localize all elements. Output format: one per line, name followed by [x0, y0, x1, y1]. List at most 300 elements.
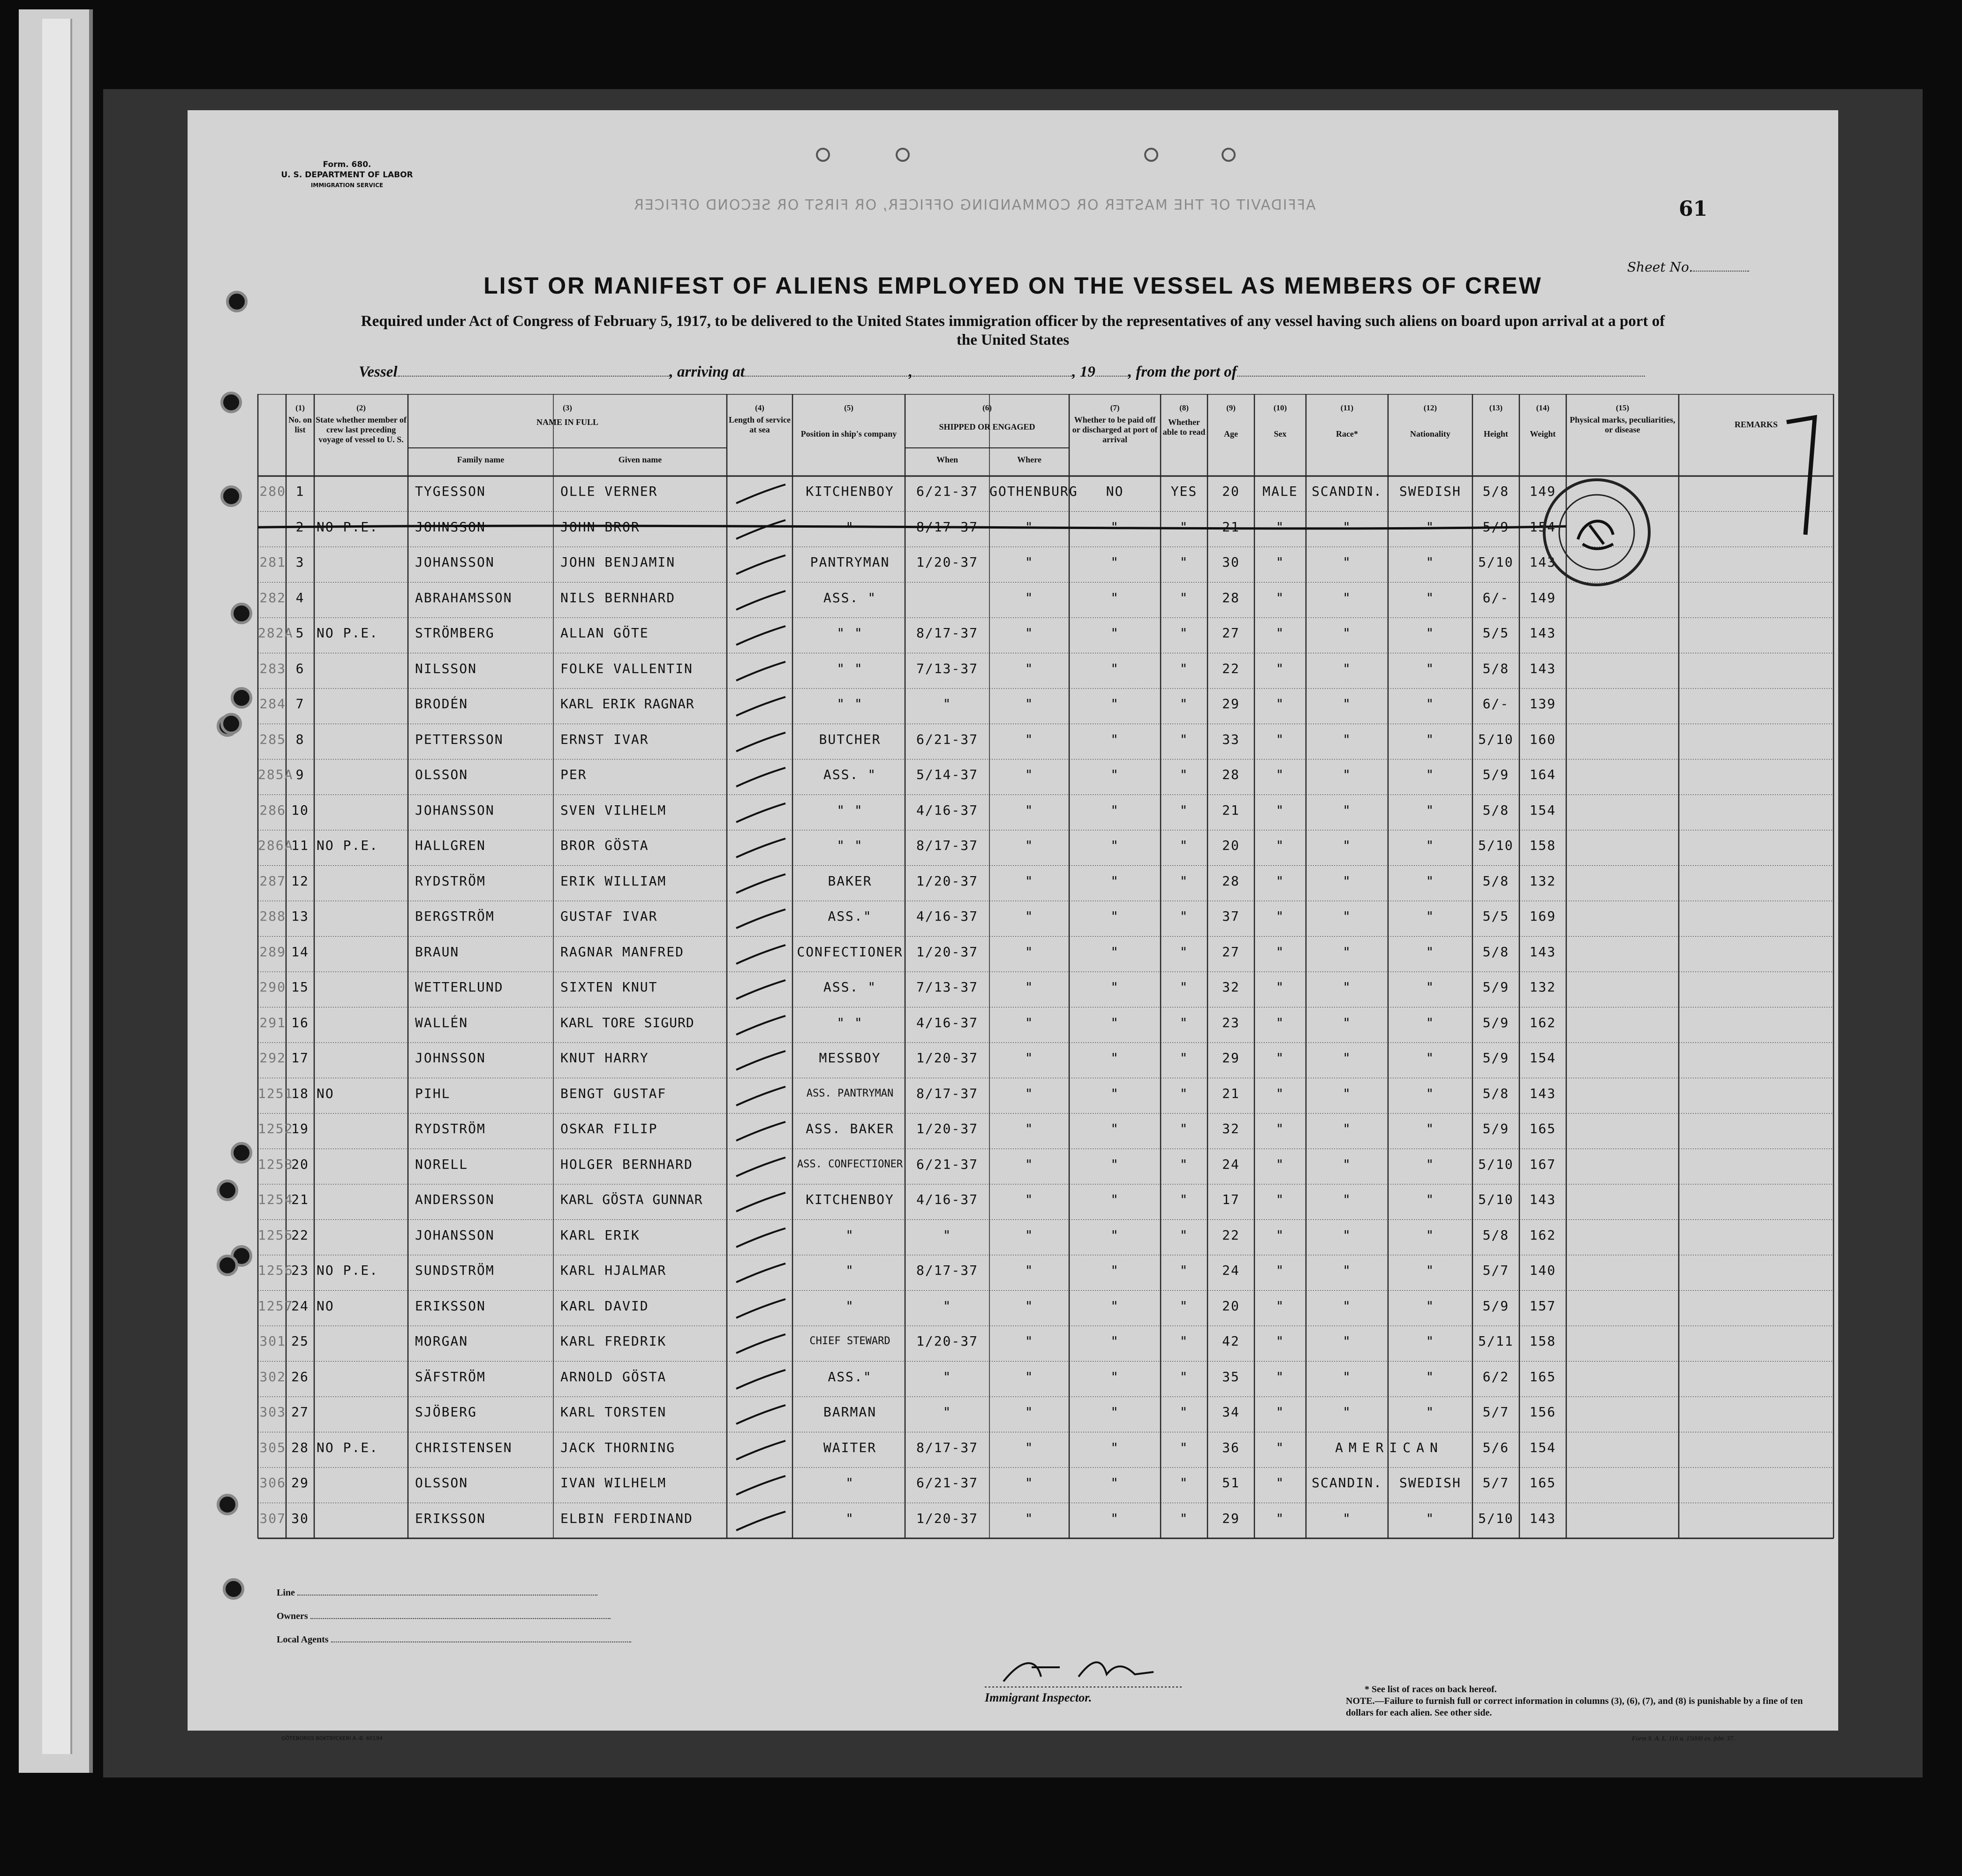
- given-name-cell: OLLE VERNER: [560, 484, 658, 499]
- list-number-cell: 8: [295, 731, 305, 747]
- footnote: [1346, 1684, 1805, 1719]
- shipped-when-cell: ": [943, 1369, 952, 1384]
- shipped-when-cell: 4/16-37: [916, 802, 978, 818]
- weight-cell: 149: [1529, 484, 1556, 499]
- family-name-cell: RYDSTRÖM: [415, 1121, 486, 1136]
- age-cell: 20: [1222, 484, 1240, 499]
- family-name-cell: JOHANSSON: [415, 554, 495, 570]
- printer-mark: GÖTEBORGS BOKTRYCKERI A.-B. 60194: [281, 1735, 383, 1741]
- shipped-where-cell: ": [1025, 767, 1034, 782]
- given-name-cell: KARL ERIK RAGNAR: [560, 696, 694, 711]
- sex-cell: ": [1275, 1192, 1285, 1207]
- nationality-cell: ": [1426, 1510, 1435, 1526]
- family-name-cell: ANDERSSON: [415, 1192, 495, 1207]
- family-name-cell: NORELL: [415, 1156, 468, 1172]
- race-cell: ": [1343, 625, 1351, 641]
- line-number-cell: 287: [259, 873, 286, 889]
- paid-off-cell: ": [1110, 519, 1119, 535]
- family-name-cell: NILSSON: [415, 660, 477, 676]
- given-name-cell: FOLKE VALLENTIN: [560, 660, 693, 676]
- able-to-read-cell: ": [1179, 767, 1189, 782]
- given-name-cell: KARL HJALMAR: [560, 1263, 667, 1278]
- paid-off-cell: ": [1110, 1050, 1119, 1066]
- race-cell: ": [1343, 1227, 1351, 1243]
- position-cell: " ": [837, 802, 863, 818]
- height-cell: 5/5: [1482, 908, 1509, 924]
- height-cell: 5/8: [1482, 660, 1509, 676]
- race-cell: ": [1343, 1369, 1351, 1384]
- sheet-number-label: Sheet No.: [1627, 259, 1693, 275]
- paid-off-cell: ": [1110, 1369, 1119, 1384]
- line-number-cell: 288: [259, 908, 286, 924]
- nationality-cell: ": [1426, 696, 1435, 711]
- family-name-cell: JOHANSSON: [415, 1227, 495, 1243]
- previous-voyage-cell: NO P.E.: [317, 519, 379, 535]
- list-number-cell: 20: [291, 1156, 309, 1172]
- position-cell: ": [845, 1263, 854, 1278]
- family-name-cell: WETTERLUND: [415, 979, 504, 995]
- position-cell: ": [845, 1298, 854, 1314]
- year-label: , 19: [1072, 363, 1095, 380]
- list-number-cell: 25: [291, 1333, 309, 1349]
- list-number-cell: 24: [291, 1298, 309, 1314]
- col-number: (2): [356, 403, 366, 412]
- line-number-cell: 280: [259, 484, 286, 499]
- race-cell: ": [1343, 696, 1351, 711]
- arriving-label: , arriving at: [669, 363, 745, 380]
- sex-cell: MALE: [1262, 484, 1298, 499]
- position-cell: ": [845, 1510, 854, 1526]
- service-tick-mark: [734, 1046, 790, 1074]
- race-cell: ": [1343, 660, 1351, 676]
- shipped-when-cell: 1/20-37: [916, 554, 978, 570]
- position-cell: ASS. BAKER: [806, 1121, 894, 1136]
- age-cell: 42: [1222, 1333, 1240, 1349]
- list-number-cell: 5: [295, 625, 305, 641]
- sex-cell: ": [1275, 1369, 1285, 1384]
- height-cell: 5/10: [1478, 554, 1514, 570]
- header-where: Where: [1017, 455, 1041, 464]
- shipped-where-cell: ": [1025, 1263, 1034, 1278]
- position-cell: ASS.": [828, 908, 872, 924]
- given-name-cell: SVEN VILHELM: [560, 802, 667, 818]
- previous-voyage-cell: NO: [317, 1085, 334, 1101]
- service-tick-mark: [734, 1436, 790, 1464]
- paid-off-cell: ": [1110, 1404, 1119, 1420]
- header-given-name: Given name: [618, 455, 662, 464]
- weight-cell: 140: [1529, 1263, 1556, 1278]
- shipped-where-cell: ": [1025, 1333, 1034, 1349]
- race-cell: ": [1343, 1014, 1351, 1030]
- able-to-read-cell: ": [1179, 1475, 1189, 1490]
- col-number: (10): [1273, 403, 1287, 412]
- list-number-cell: 13: [291, 908, 309, 924]
- sex-cell: ": [1275, 1156, 1285, 1172]
- line-number-cell: 289: [259, 944, 286, 960]
- height-cell: 6/-: [1482, 590, 1509, 605]
- col-number: (13): [1489, 403, 1503, 412]
- line-number-cell: 305: [259, 1439, 286, 1455]
- weight-cell: 165: [1529, 1369, 1556, 1384]
- paid-off-cell: ": [1110, 660, 1119, 676]
- able-to-read-cell: ": [1179, 554, 1189, 570]
- height-cell: 5/10: [1478, 1192, 1514, 1207]
- line-number-cell: 292: [259, 1050, 286, 1066]
- position-cell: ASS. ": [823, 590, 877, 605]
- list-number-cell: 23: [291, 1263, 309, 1278]
- height-cell: 5/10: [1478, 1156, 1514, 1172]
- sex-cell: ": [1275, 1014, 1285, 1030]
- weight-cell: 143: [1529, 660, 1556, 676]
- shipped-where-cell: ": [1025, 625, 1034, 641]
- form-identifier: [277, 159, 417, 190]
- list-number-cell: 18: [291, 1085, 309, 1101]
- age-cell: 27: [1222, 625, 1240, 641]
- race-cell: ": [1343, 1263, 1351, 1278]
- age-cell: 32: [1222, 979, 1240, 995]
- paid-off-cell: ": [1110, 590, 1119, 605]
- shipped-when-cell: ": [943, 1404, 952, 1420]
- list-number-cell: 11: [291, 838, 309, 853]
- shipped-when-cell: 4/16-37: [916, 1192, 978, 1207]
- sex-cell: ": [1275, 1298, 1285, 1314]
- sex-cell: ": [1275, 660, 1285, 676]
- race-cell: ": [1343, 979, 1351, 995]
- able-to-read-cell: ": [1179, 1439, 1189, 1455]
- paid-off-cell: ": [1110, 1121, 1119, 1136]
- able-to-read-cell: ": [1179, 731, 1189, 747]
- shipped-where-cell: ": [1025, 1050, 1034, 1066]
- header-family-name: Family name: [457, 455, 505, 464]
- nationality-cell: ": [1426, 731, 1435, 747]
- position-cell: ": [845, 1475, 854, 1490]
- paid-off-cell: NO: [1106, 484, 1124, 499]
- sex-cell: ": [1275, 519, 1285, 535]
- able-to-read-cell: ": [1179, 1050, 1189, 1066]
- height-cell: 5/10: [1478, 731, 1514, 747]
- able-to-read-cell: ": [1179, 696, 1189, 711]
- punch-hole: [1222, 148, 1236, 162]
- age-cell: 37: [1222, 908, 1240, 924]
- col-number: (6): [982, 403, 992, 412]
- able-to-read-cell: ": [1179, 625, 1189, 641]
- age-cell: 17: [1222, 1192, 1240, 1207]
- shipped-when-cell: ": [943, 1227, 952, 1243]
- sex-cell: ": [1275, 1510, 1285, 1526]
- weight-cell: 132: [1529, 873, 1556, 889]
- able-to-read-cell: ": [1179, 590, 1189, 605]
- service-tick-mark: [734, 657, 790, 685]
- nationality-cell: ": [1426, 1404, 1435, 1420]
- service-tick-mark: [734, 1082, 790, 1110]
- punch-hole: [223, 1578, 244, 1600]
- weight-cell: 154: [1529, 1439, 1556, 1455]
- header-weight: Weight: [1530, 429, 1556, 439]
- sex-cell: ": [1275, 1050, 1285, 1066]
- from-port-blank: [1237, 364, 1645, 377]
- weight-cell: 165: [1529, 1475, 1556, 1490]
- shipped-where-cell: ": [1025, 519, 1034, 535]
- page-number: 61: [1679, 197, 1708, 221]
- service-tick-mark: [734, 1259, 790, 1287]
- weight-cell: 165: [1529, 1121, 1556, 1136]
- line-number-cell: 1255: [258, 1227, 294, 1243]
- weight-cell: 143: [1529, 554, 1556, 570]
- able-to-read-cell: ": [1179, 1192, 1189, 1207]
- height-cell: 5/7: [1482, 1475, 1509, 1490]
- sex-cell: ": [1275, 1121, 1285, 1136]
- list-number-cell: 21: [291, 1192, 309, 1207]
- given-name-cell: KNUT HARRY: [560, 1050, 649, 1066]
- col-number: (9): [1226, 403, 1236, 412]
- race-cell: ": [1343, 554, 1351, 570]
- paid-off-cell: ": [1110, 838, 1119, 853]
- position-cell: ASS. ": [823, 767, 877, 782]
- position-cell: ASS. CONFECTIONER: [797, 1158, 903, 1170]
- nationality-cell: ": [1426, 1014, 1435, 1030]
- sex-cell: ": [1275, 979, 1285, 995]
- family-name-cell: ABRAHAMSSON: [415, 590, 513, 605]
- line-number-cell: 282: [259, 590, 286, 605]
- age-cell: 29: [1222, 1510, 1240, 1526]
- service-tick-mark: [734, 515, 790, 544]
- family-name-cell: OLSSON: [415, 767, 468, 782]
- header-able-to-read: Whether able to read: [1162, 417, 1206, 437]
- able-to-read-cell: ": [1179, 1227, 1189, 1243]
- family-name-cell: PETTERSSON: [415, 731, 504, 747]
- able-to-read-cell: ": [1179, 873, 1189, 889]
- service-tick-mark: [734, 621, 790, 650]
- previous-voyage-cell: NO P.E.: [317, 1439, 379, 1455]
- header-when: When: [936, 455, 958, 464]
- line-number-cell: 301: [259, 1333, 286, 1349]
- shipped-where-cell: ": [1025, 1369, 1034, 1384]
- shipped-when-cell: 8/17-37: [916, 1085, 978, 1101]
- nationality-cell: ": [1426, 1050, 1435, 1066]
- family-name-cell: BRODÉN: [415, 696, 468, 711]
- shipped-where-cell: ": [1025, 1475, 1034, 1490]
- shipped-where-cell: ": [1025, 1121, 1034, 1136]
- shipped-where-cell: ": [1025, 1014, 1034, 1030]
- list-number-cell: 19: [291, 1121, 309, 1136]
- age-cell: 24: [1222, 1156, 1240, 1172]
- paid-off-cell: ": [1110, 908, 1119, 924]
- family-name-cell: SUNDSTRÖM: [415, 1263, 495, 1278]
- line-number-cell: 1256: [258, 1263, 294, 1278]
- age-cell: 27: [1222, 944, 1240, 960]
- paid-off-cell: ": [1110, 625, 1119, 641]
- family-name-cell: JOHNSSON: [415, 1050, 486, 1066]
- height-cell: 5/8: [1482, 484, 1509, 499]
- weight-cell: 143: [1529, 944, 1556, 960]
- col-number: (8): [1179, 403, 1189, 412]
- height-cell: 5/7: [1482, 1263, 1509, 1278]
- line-label: Line: [277, 1588, 295, 1598]
- position-cell: ASS. PANTRYMAN: [806, 1087, 894, 1099]
- age-cell: 30: [1222, 554, 1240, 570]
- shipped-when-cell: 6/21-37: [916, 484, 978, 499]
- race-cell: ": [1343, 1192, 1351, 1207]
- weight-cell: 160: [1529, 731, 1556, 747]
- header-sex: Sex: [1274, 429, 1287, 439]
- list-number-cell: 3: [295, 554, 305, 570]
- shipped-where-cell: ": [1025, 838, 1034, 853]
- nationality-cell: ": [1426, 625, 1435, 641]
- given-name-cell: HOLGER BERNHARD: [560, 1156, 693, 1172]
- height-cell: 5/6: [1482, 1439, 1509, 1455]
- given-name-cell: JACK THORNING: [560, 1439, 676, 1455]
- service-tick-mark: [734, 1294, 790, 1323]
- race-cell: ": [1343, 1333, 1351, 1349]
- given-name-cell: SIXTEN KNUT: [560, 979, 658, 995]
- nationality-cell: ": [1426, 1227, 1435, 1243]
- shipped-when-cell: 8/17-37: [916, 625, 978, 641]
- list-number-cell: 6: [295, 660, 305, 676]
- shipped-when-cell: ": [943, 1298, 952, 1314]
- shipped-where-cell: ": [1025, 590, 1034, 605]
- shipped-where-cell: ": [1025, 1404, 1034, 1420]
- service-tick-mark: [734, 586, 790, 614]
- service-tick-mark: [734, 976, 790, 1004]
- family-name-cell: ERIKSSON: [415, 1510, 486, 1526]
- paid-off-cell: ": [1110, 1333, 1119, 1349]
- race-cell: ": [1343, 1085, 1351, 1101]
- height-cell: 5/8: [1482, 802, 1509, 818]
- nationality-cell: ": [1426, 1121, 1435, 1136]
- service-tick-mark: [734, 834, 790, 862]
- race-cell: ": [1343, 590, 1351, 605]
- punch-hole: [1144, 148, 1158, 162]
- header-prev-voyage: State whether member of crew last preceding voyage of vessel to U. S.: [316, 415, 407, 444]
- shipped-where-cell: ": [1025, 554, 1034, 570]
- service-tick-mark: [734, 1507, 790, 1535]
- col-number: (14): [1536, 403, 1550, 412]
- able-to-read-cell: ": [1179, 1369, 1189, 1384]
- document-subtitle: Required under Act of Congress of February 5, 1917, to be delivered to the United States immigration officer by the representatives of any vessel having such aliens on board upon arrival at a port of the United States: [361, 313, 1665, 348]
- shipped-when-cell: 6/21-37: [916, 1156, 978, 1172]
- col-number: (15): [1615, 403, 1630, 412]
- position-cell: KITCHENBOY: [806, 1192, 894, 1207]
- shipped-when-cell: 1/20-37: [916, 1050, 978, 1066]
- line-number-cell: 284: [259, 696, 286, 711]
- form-code: Form S. A. L. 116 a. 15000 ex. febr. 37.: [1632, 1735, 1735, 1742]
- position-cell: CHIEF STEWARD: [809, 1335, 890, 1347]
- header-physical-marks: Physical marks, peculiarities, or disease: [1570, 415, 1675, 434]
- race-cell: ": [1343, 802, 1351, 818]
- service-tick-mark: [734, 940, 790, 968]
- list-number-cell: 28: [291, 1439, 309, 1455]
- weight-cell: 162: [1529, 1227, 1556, 1243]
- sex-cell: ": [1275, 908, 1285, 924]
- race-cell: ": [1343, 767, 1351, 782]
- list-number-cell: 22: [291, 1227, 309, 1243]
- sex-cell: ": [1275, 838, 1285, 853]
- able-to-read-cell: ": [1179, 1333, 1189, 1349]
- binder-page-edges: [42, 19, 72, 1754]
- position-cell: ASS.": [828, 1369, 872, 1384]
- sex-cell: ": [1275, 1085, 1285, 1101]
- race-cell: SCANDIN.: [1312, 1475, 1382, 1490]
- age-cell: 36: [1222, 1439, 1240, 1455]
- age-cell: 21: [1222, 1085, 1240, 1101]
- age-cell: 28: [1222, 767, 1240, 782]
- sex-cell: ": [1275, 802, 1285, 818]
- position-cell: " ": [837, 696, 863, 711]
- service-tick-mark: [734, 692, 790, 720]
- service-tick-mark: [734, 763, 790, 791]
- department-name: U. S. DEPARTMENT OF LABOR: [281, 170, 413, 180]
- shipped-where-cell: ": [1025, 1085, 1034, 1101]
- given-name-cell: BROR GÖSTA: [560, 838, 649, 853]
- agents-label: Local Agents: [277, 1634, 329, 1645]
- paid-off-cell: ": [1110, 1263, 1119, 1278]
- height-cell: 5/8: [1482, 1227, 1509, 1243]
- shipped-where-cell: ": [1025, 731, 1034, 747]
- age-cell: 29: [1222, 696, 1240, 711]
- age-cell: 33: [1222, 731, 1240, 747]
- paid-off-cell: ": [1110, 873, 1119, 889]
- race-cell: ": [1343, 944, 1351, 960]
- weight-cell: 143: [1529, 625, 1556, 641]
- given-name-cell: RAGNAR MANFRED: [560, 944, 685, 960]
- line-number-cell: 302: [259, 1369, 286, 1384]
- nationality-cell: SWEDISH: [1399, 484, 1461, 499]
- line-number-cell: 1254: [258, 1192, 294, 1207]
- header-height: Height: [1484, 429, 1508, 439]
- shipped-when-cell: 1/20-37: [916, 873, 978, 889]
- able-to-read-cell: ": [1179, 1085, 1189, 1101]
- given-name-cell: KARL TORSTEN: [560, 1404, 667, 1420]
- given-name-cell: ELBIN FERDINAND: [560, 1510, 693, 1526]
- list-number-cell: 27: [291, 1404, 309, 1420]
- line-number-cell: 291: [259, 1014, 286, 1030]
- nationality-cell: ": [1426, 944, 1435, 960]
- nationality-cell: SWEDISH: [1399, 1475, 1461, 1490]
- height-cell: 5/5: [1482, 625, 1509, 641]
- able-to-read-cell: ": [1179, 1263, 1189, 1278]
- family-name-cell: OLSSON: [415, 1475, 468, 1490]
- vessel-line: Vessel , arriving at , , 19 , from the port of: [359, 363, 1737, 381]
- line-number-cell: 1252: [258, 1121, 294, 1136]
- race-cell: ": [1343, 1298, 1351, 1314]
- nationality-cell: ": [1426, 1156, 1435, 1172]
- shipped-where-cell: ": [1025, 660, 1034, 676]
- sex-cell: ": [1275, 873, 1285, 889]
- bleed-through-text: AFFIDAVIT OF THE MASTER OR COMMANDING OFFICER, OR FIRST OR SECOND OFFICER: [633, 197, 1316, 213]
- service-tick-mark: [734, 1188, 790, 1216]
- col-number: (11): [1340, 403, 1354, 412]
- able-to-read-cell: ": [1179, 1404, 1189, 1420]
- height-cell: 6/2: [1482, 1369, 1509, 1384]
- height-cell: 5/9: [1482, 1050, 1509, 1066]
- family-name-cell: MORGAN: [415, 1333, 468, 1349]
- weight-cell: 139: [1529, 696, 1556, 711]
- nationality-cell: ": [1426, 908, 1435, 924]
- position-cell: WAITER: [823, 1439, 877, 1455]
- weight-cell: 143: [1529, 1085, 1556, 1101]
- nationality-cell: ": [1426, 554, 1435, 570]
- paid-off-cell: ": [1110, 1439, 1119, 1455]
- height-cell: 5/9: [1482, 979, 1509, 995]
- previous-voyage-cell: NO: [317, 1298, 334, 1314]
- nationality-cell: ": [1426, 590, 1435, 605]
- shipped-when-cell: 1/20-37: [916, 944, 978, 960]
- weight-cell: 156: [1529, 1404, 1556, 1420]
- age-cell: 23: [1222, 1014, 1240, 1030]
- service-tick-mark: [734, 1224, 790, 1252]
- nationality-cell: ": [1426, 802, 1435, 818]
- age-cell: 28: [1222, 590, 1240, 605]
